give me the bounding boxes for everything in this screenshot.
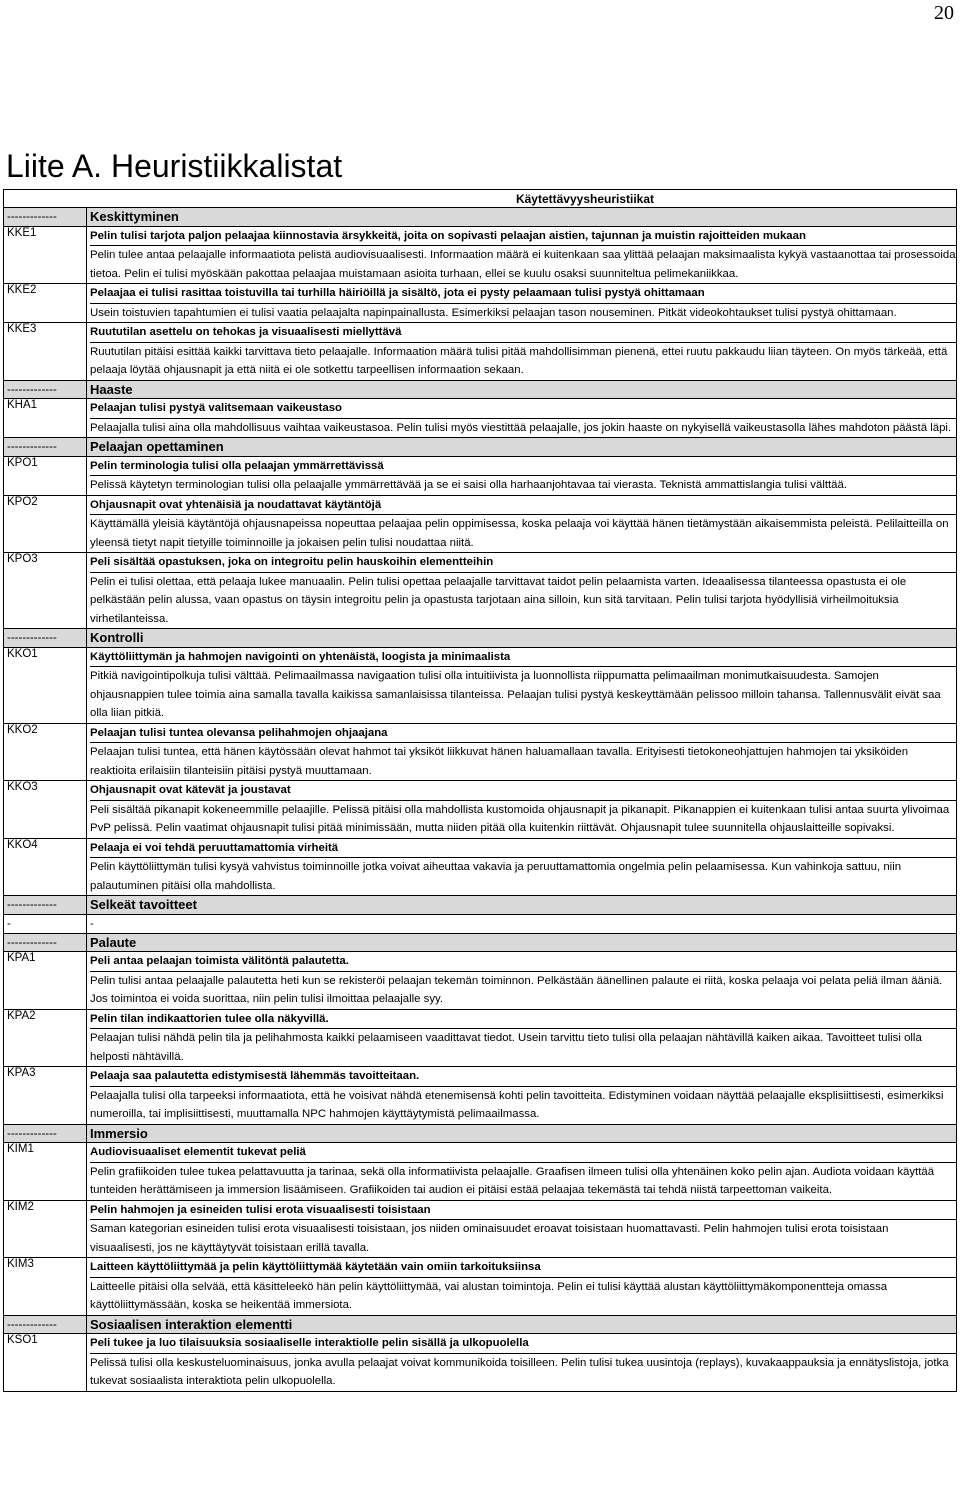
page-number: 20: [934, 2, 954, 24]
heuristic-code: KIM3: [4, 1258, 87, 1315]
category-title: Selkeät tavoitteet: [90, 897, 197, 913]
category-row: [4, 1125, 956, 1144]
heuristic-description: Pelaajalla tulisi olla tarpeeksi informaatiota, että he voisivat nähdä etenemisensä kohti pelin tavoitteita. Edistyminen voidaan näyttää pelaajalle eksplisiittisesti, esimerkiksi numeroilla, tai implisiittisesti, muuttamalla NPC hahmojen käyttäytymistä pelimaailmassa.: [90, 1089, 944, 1121]
heuristic-description: Pitkiä navigointipolkuja tulisi välttää. Pelimaailmassa navigaation tulisi olla intuitiivista ja luonnollista riippumatta pelimaailman monimutkaisuudesta. Samojen ohjausnappien tulee toimia aina samalla tavalla kaikissa samanlaisissa tilanteissa. Pelaajan tulisi pystyä keskeyttämään pelissoo milloin tahansa. Tallennusvälit eivät saa olla liian pitkiä.: [90, 670, 941, 720]
empty-row: [4, 915, 956, 934]
heuristic-description: Pelin käyttöliittymän tulisi kysyä vahvistus toiminnoille jotka voivat aiheuttaa vakavia ja peruuttamattomia ongelmia pelin pelaamisessa. Kun vahinkoja sattuu, niin palautuminen pitäisi olla mahdollista.: [90, 861, 902, 892]
heuristic-row: [4, 399, 956, 438]
heuristic-code: KKO4: [4, 839, 87, 896]
heuristic-code: KIM1: [4, 1143, 87, 1200]
heuristic-row: [4, 323, 956, 381]
category-row: [4, 1316, 956, 1335]
heuristic-row: [4, 553, 956, 629]
heuristic-row: [4, 648, 956, 724]
heuristic-description: Laitteelle pitäisi olla selvää, että käsitteleekö hän pelin käyttöliittymää, vai alustan toimintoja. Pelin ei tulisi käyttää alustan käyttöliittymäkomponentteja omassa käyttöliittymässään, koska se heikentää immersiota.: [90, 1280, 888, 1312]
heuristic-code: KKO1: [4, 648, 87, 723]
heuristic-content: [87, 1201, 956, 1258]
heuristic-title: Pelaaja saa palautetta edistymisestä lähemmäs tavoitteitaan.: [90, 1067, 956, 1087]
heuristic-row: [4, 1334, 956, 1391]
heuristic-code: KPO3: [4, 553, 87, 628]
heuristic-content: [87, 227, 956, 284]
heuristic-row: [4, 1143, 956, 1201]
heuristic-description: Käyttämällä yleisiä käytäntöjä ohjausnapeissa nopeuttaa pelaajaa pelin oppimisessa, koska pelaaja voi käyttää hänen tietämystään aikaisemmista peleistä. Pelilaitteilla on yleensä tietyt napit tietyille toiminnoille ja jokaisen pelin tulisi noudattaa niitä.: [90, 518, 949, 549]
heuristic-title: Peli tukee ja luo tilaisuuksia sosiaaliselle interaktiolle pelin sisällä ja ulkopuolella: [90, 1334, 956, 1354]
category-title: Pelaajan opettaminen: [90, 439, 224, 455]
heuristic-code: KHA1: [4, 399, 87, 437]
heuristic-content: [87, 1143, 956, 1200]
heuristic-row: [4, 839, 956, 897]
heuristic-code: KPA3: [4, 1067, 87, 1124]
heuristic-code: KKO2: [4, 724, 87, 781]
category-title: Immersio: [90, 1125, 148, 1141]
heuristic-code: -------------: [4, 1125, 87, 1143]
heuristic-title: Peli antaa pelaajan toimista välitöntä palautetta.: [90, 952, 956, 972]
heuristic-title: Pelin terminologia tulisi olla pelaajan ymmärrettävissä: [90, 457, 956, 477]
heuristic-content: [87, 781, 956, 838]
heuristic-title: Ohjausnapit ovat yhtenäisiä ja noudattavat käytäntöjä: [90, 496, 956, 516]
heuristic-row: [4, 496, 956, 554]
category-title: Palaute: [90, 934, 137, 950]
heuristic-code: KIM2: [4, 1201, 87, 1258]
heuristic-code: -------------: [4, 896, 87, 914]
category-title: Sosiaalisen interaktion elementti: [90, 1316, 293, 1332]
heuristic-title: Pelin tilan indikaattorien tulee olla näkyvillä.: [90, 1010, 956, 1030]
heuristic-content: [87, 323, 956, 380]
heuristic-row: [4, 1067, 956, 1125]
table-body: [4, 208, 956, 1391]
heuristic-title: Pelaajan tulisi pystyä valitsemaan vaikeustaso: [90, 399, 956, 419]
heuristic-code: -: [4, 915, 87, 933]
heuristic-description: Pelin tulee antaa pelaajalle informaatiota pelistä audiovisuaalisesti. Informaation määrä ei kuitenkaan saa ylittää pelaajan maksimaalista kykyä vastaanottaa tai prosessoida tietoa. Pelin ei tulisi myöskään pakottaa pelaajaa muistamaan asioita turhaan, ellei se kuulu osaksi suunniteltua pelimekaniikkaa.: [90, 249, 956, 280]
heuristic-row: [4, 1201, 956, 1259]
heuristic-description: Pelaajalla tulisi aina olla mahdollisuus vaihtaa vaikeustasoa. Pelin tulisi myös viestittää pelaajalle, jos jokin haaste on nykyisellä vaikeustasolla lähes mahdoton päästä läpi.: [90, 421, 952, 434]
heuristic-content: [87, 399, 956, 437]
heuristic-description: Pelaajan tulisi tuntea, että hänen käytössään olevat hahmot tai yksiköt liikkuvat hänen haluamallaan tavalla. Erityisesti tietokoneohjattujen hahmojen tai yksiköiden reaktioita erilaisiin tilanteisiin pitäisi pystyä muuttamaan.: [90, 746, 909, 777]
heuristic-title: Pelaajaa ei tulisi rasittaa toistuvilla tai turhilla häiriöillä ja sisältö, jota ei pysty pelaamaan tulisi pystyä ohittamaan: [90, 284, 956, 304]
heuristic-row: [4, 284, 956, 323]
empty-cell: -: [90, 917, 94, 930]
category-title: Haaste: [90, 381, 133, 397]
heuristic-description: Saman kategorian esineiden tulisi erota visuaalisesti toisistaan, jos niiden ominaisuudet eroavat toisistaan huomattavasti. Pelin hahmojen tulisi erota toisistaan visuaalisesti, jos ne käyttäytyvät toisistaan erillä tavalla.: [90, 1223, 889, 1254]
heuristic-description: Pelin grafiikoiden tulee tukea pelattavuutta ja tarinaa, sekä olla informatiivista pelaajalle. Graafisen ilmeen tulisi olla yhtenäinen koko pelin ajan. Audiota voidaan käyttää tunteiden herättämiseen ja immersion lisäämiseen. Grafiikoiden tai audion ei pitäisi estää pelaajaa tekemästä tai tehdä niistä tarpeettoman vaikeita.: [90, 1165, 935, 1197]
category-row: [4, 934, 956, 953]
document-title: Liite A. Heuristiikkalistat: [6, 148, 343, 184]
heuristic-code: KPO2: [4, 496, 87, 553]
heuristic-content: [87, 1334, 956, 1391]
heuristic-title: Ruututilan asettelu on tehokas ja visuaalisesti miellyttävä: [90, 323, 956, 343]
heuristic-code: KKE3: [4, 323, 87, 380]
category-title: Kontrolli: [90, 630, 144, 646]
heuristic-code: KKO3: [4, 781, 87, 838]
heuristic-title: Käyttöliittymän ja hahmojen navigointi on yhtenäistä, loogista ja minimaalista: [90, 648, 956, 668]
heuristic-description: Usein toistuvien tapahtumien ei tulisi vaatia pelaajalta napinpainallusta. Esimerkiksi pelaajan tason nouseminen. Pitkät videokohtaukset tulisi pystyä ohittamaan.: [90, 306, 897, 319]
heuristic-content: [87, 284, 956, 322]
heuristic-row: [4, 724, 956, 782]
heuristic-code: KKE1: [4, 227, 87, 284]
heuristic-content: [87, 496, 956, 553]
category-row: [4, 381, 956, 400]
heuristic-description: Pelaajan tulisi nähdä pelin tila ja pelihahmosta kaikki pelaamiseen vaadittavat tiedot. Usein tarvittu tieto tulisi olla pelaajan nähtävillä kaiken aikaa. Tavoitteet tulisi olla helposti nähtävillä.: [90, 1032, 922, 1063]
heuristic-content: [87, 648, 956, 723]
table-title: Käytettävyysheuristiikat: [4, 190, 956, 208]
heuristic-description: Ruututilan pitäisi esittää kaikki tarvittava tieto pelaajalle. Informaation määrä tulisi pitää mahdollisimman pienenä, ettei ruutu pakkaudu liian täyteen. On myös tärkeää, että pelaaja löytää ohjausnapit ja että niitä ei ole sotkettu tarpeellisen informaation sekaan.: [90, 345, 948, 377]
heuristic-content: [87, 1258, 956, 1315]
heuristic-row: [4, 952, 956, 1010]
heuristic-description: Peli sisältää pikanapit kokeneemmille pelaajille. Pelissä pitäisi olla mahdollista kustomoida ohjausnapit ja pikanapit. Pikanappien ei kuitenkaan tulisi antaa suurta ylivoimaa PvP pelissä. Pelin vaatimat ohjausnapit tulisi pitää minimissään, mutta niiden pitää olla kuitenkin riittävät. Ohjausnapit tulee suunnitella ohjauslaitteille sopivaksi.: [90, 803, 950, 835]
heuristic-row: [4, 1010, 956, 1068]
heuristic-code: KPO1: [4, 457, 87, 495]
heuristic-code: KPA1: [4, 952, 87, 1009]
heuristic-code: -------------: [4, 1316, 87, 1334]
heuristic-content: [87, 457, 956, 495]
heuristic-code: -------------: [4, 629, 87, 647]
heuristic-content: [87, 1067, 956, 1124]
category-row: [4, 438, 956, 457]
heuristic-title: Laitteen käyttöliittymää ja pelin käyttöliittymää käytetään vain omiin tarkoituksiinsa: [90, 1258, 956, 1278]
heuristic-code: KKE2: [4, 284, 87, 322]
heuristic-title: Pelin hahmojen ja esineiden tulisi erota visuaalisesti toisistaan: [90, 1201, 956, 1221]
heuristic-code: -------------: [4, 438, 87, 456]
heuristic-description: Pelin tulisi antaa pelaajalle palautetta heti kun se rekisteröi pelaajan tekemän toiminnon. Pelkästään äänellinen palaute ei riitä, koska pelaaja voi pelata peliä ilman ääniä. Jos toimintoa ei voida suorittaa, niin pelin tulisi ilmoittaa pelaajalle syy.: [90, 974, 943, 1006]
heuristic-row: [4, 1258, 956, 1316]
heuristic-code: -------------: [4, 934, 87, 952]
heuristic-code: KSO1: [4, 1334, 87, 1391]
category-row: [4, 208, 956, 227]
heuristic-title: Peli sisältää opastuksen, joka on integroitu pelin hauskoihin elementteihin: [90, 553, 956, 573]
heuristic-title: Pelin tulisi tarjota paljon pelaajaa kiinnostavia ärsykkeitä, joita on sopivasti pelaajan aistien, tajunnan ja muistin rajoitteiden mukaan: [90, 227, 956, 247]
heuristic-title: Pelaaja ei voi tehdä peruuttamattomia virheitä: [90, 839, 956, 859]
heuristic-content: [87, 724, 956, 781]
heuristic-row: [4, 227, 956, 285]
heuristic-code: KPA2: [4, 1010, 87, 1067]
heuristic-title: Audiovisuaaliset elementit tukevat peliä: [90, 1143, 956, 1163]
heuristic-row: [4, 457, 956, 496]
category-row: [4, 629, 956, 648]
heuristic-content: [87, 1010, 956, 1067]
heuristic-code: -------------: [4, 381, 87, 399]
heuristic-description: Pelin ei tulisi olettaa, että pelaaja lukee manuaalin. Pelin tulisi opettaa pelaajalle tarvittavat taidot pelin pelaamista varten. Ideaalisessa tilanteessa opastusta ei ole pelkästään pelin alussa, vaan opastus on täysin integroitu pelin ja opastusta tarjotaan aina silloin, kun sitä tarvitaan. Pelin tulisi tarjota hyödyllisiä virheilmoituksia virhetilanteissa.: [90, 575, 907, 625]
heuristic-title: Ohjausnapit ovat kätevät ja joustavat: [90, 781, 956, 801]
heuristic-description: Pelissä käytetyn terminologian tulisi olla pelaajalle ymmärrettävää ja se ei saisi olla harhaanjohtavaa tai vierasta. Teknistä ammattislangia tulisi välttää.: [90, 479, 848, 492]
heuristics-table: [3, 189, 957, 1392]
heuristic-description: Pelissä tulisi olla keskusteluominaisuus, jonka avulla pelaajat voivat kommunikoida toisilleen. Pelin tulisi tukea uusintoja (replays), kuvakaappauksia ja ennätyslistoja, jotka tukevat sosiaalista interaktiota pelin ulkopuolella.: [90, 1356, 949, 1388]
category-row: [4, 896, 956, 915]
heuristic-content: [87, 952, 956, 1009]
heuristic-row: [4, 781, 956, 839]
heuristic-code: -------------: [4, 208, 87, 226]
category-title: Keskittyminen: [90, 209, 179, 224]
heuristic-content: [87, 553, 956, 628]
heuristic-title: Pelaajan tulisi tuntea olevansa pelihahmojen ohjaajana: [90, 724, 956, 744]
heuristic-content: [87, 839, 956, 896]
